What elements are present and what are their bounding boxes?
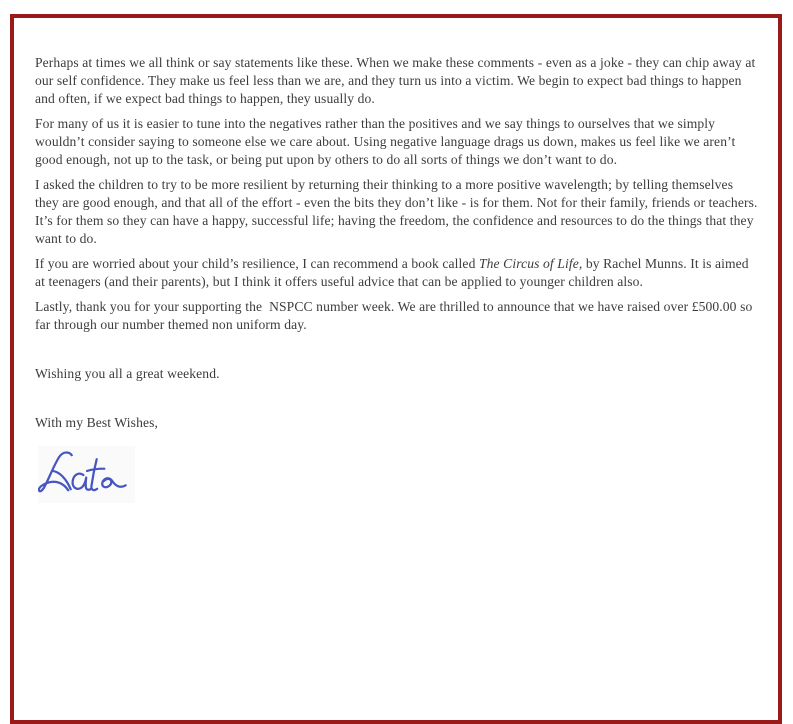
signature-image <box>38 446 135 503</box>
book-paragraph-tail: by Rachel Munns. It is aimed at teenagers (and their parents), but I think it offers useful advice that can be applied to younger children also. <box>35 256 753 289</box>
paragraph-nspcc-fundraising: Lastly, thank you for your supporting the NSPCC number week. We are thrilled to announce that we have raised over £500.00 so far through our number themed non uniform day. <box>35 299 756 332</box>
signature-kate-handwriting-icon <box>38 446 135 503</box>
book-title: The Circus of Life, <box>478 256 583 271</box>
paragraph-book-recommendation <box>35 255 758 291</box>
paragraph-resilience-advice: I asked the children to try to be more resilient by returning their thinking to a more positive wavelength; by telling themselves they are good enough, and that all of the effort - even the bits they don’t like - is for them. Not for their family, friends or teachers. It’s for them so they can have a happy, successful life; having the freedom, the confidence and resources to do the things that they want to do. <box>35 177 761 246</box>
closing-weekend-line: Wishing you all a great weekend. <box>35 366 220 381</box>
closing-best-wishes-line: With my Best Wishes, <box>35 415 158 430</box>
letter-body <box>14 18 778 503</box>
letter-page-frame <box>10 14 782 724</box>
book-paragraph-lead: If you are worried about your child’s resilience, I can recommend a book called <box>35 256 479 271</box>
paragraph-negative-language: For many of us it is easier to tune into the negatives rather than the positives and we say things to ourselves that we simply wouldn’t consider saying to someone else we care about. Using negative language drags us down, makes us feel like we aren’t good enough, not up to the task, or being put upon by others to do all sorts of things we don’t want to do. <box>35 116 739 167</box>
paragraph-self-confidence: Perhaps at times we all think or say statements like these. When we make these comments - even as a joke - they can chip away at our self confidence. They make us feel less than we are, and they turn us into a victim. We begin to expect bad things to happen and often, if we expect bad things to happen, they usually do. <box>35 55 759 106</box>
